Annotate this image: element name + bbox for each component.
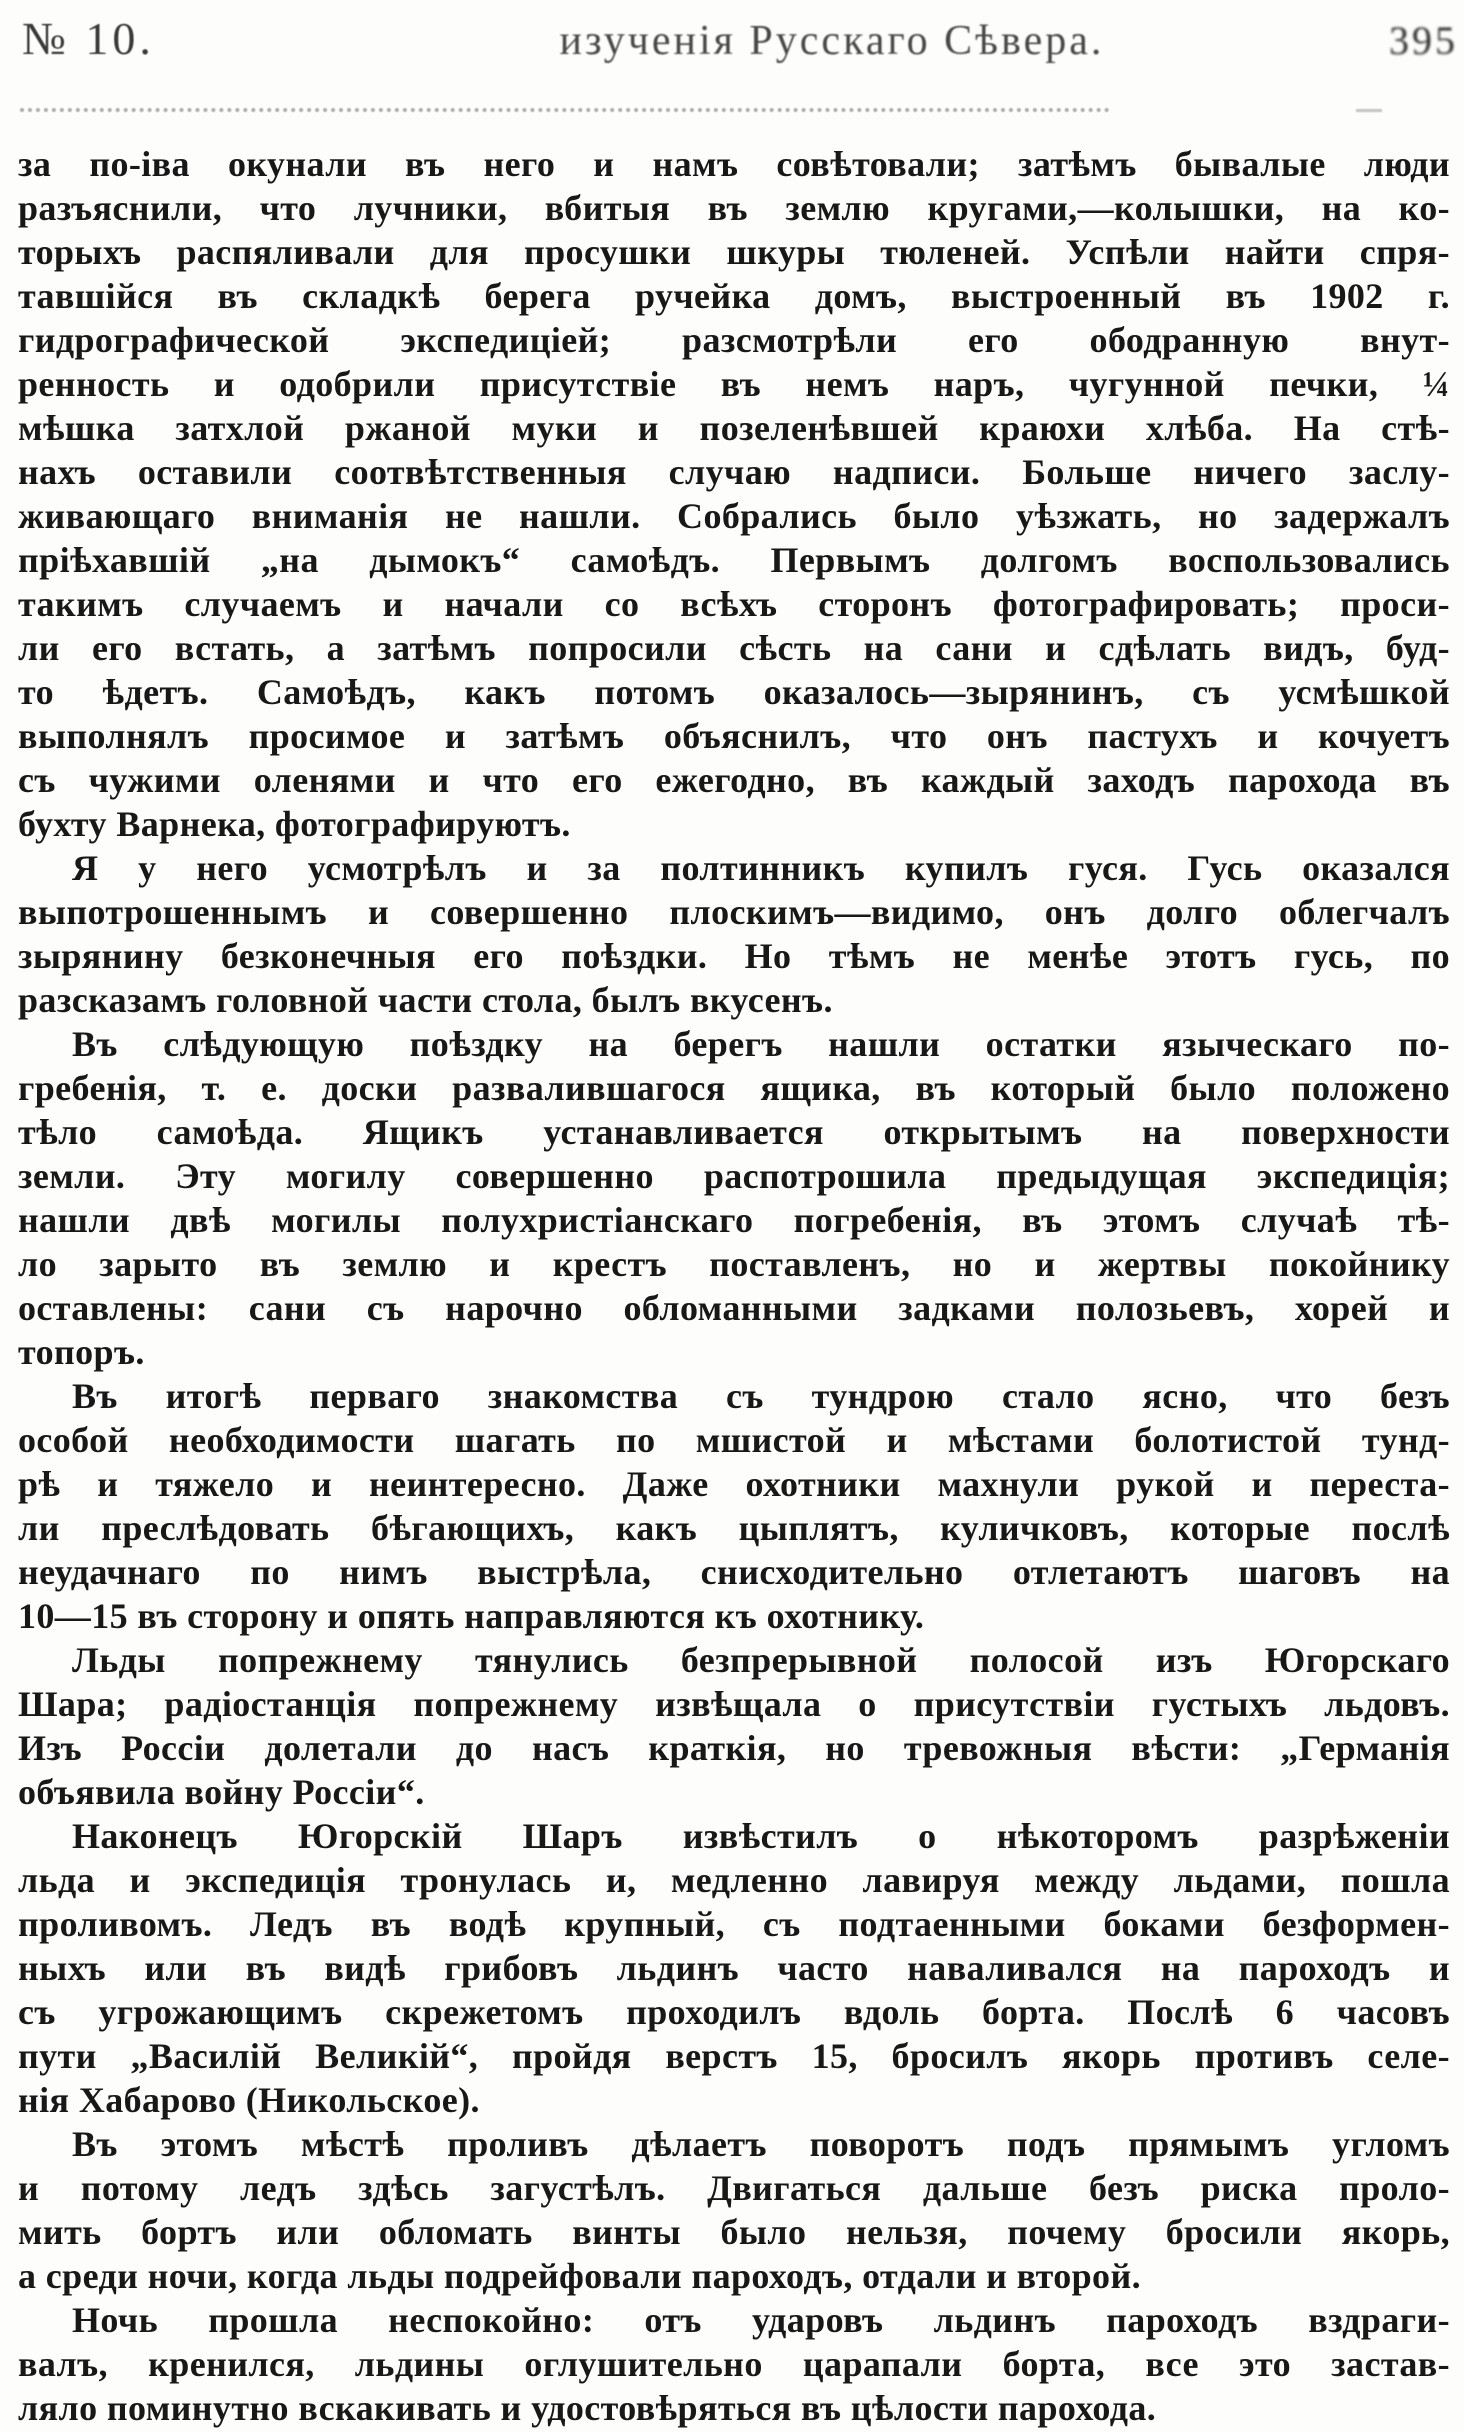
running-title: изученія Русскаго Сѣвера.: [559, 18, 1105, 64]
text-line: объявила войну Россіи“.: [18, 1772, 425, 1812]
text-line: зырянину безконечныя его поѣздки. Но тѣмъ не менѣе этотъ гусь, по: [18, 936, 1450, 976]
text-line: гребенія, т. е. доски развалившагося ящика, въ который было положено: [18, 1068, 1450, 1108]
text-line: ло зарыто въ землю и крестъ поставленъ, но и жертвы покойнику: [18, 1244, 1450, 1284]
text-line: ли преслѣдовать бѣгающихъ, какъ цыплятъ, куличковъ, которые послѣ: [18, 1508, 1450, 1548]
paragraph: [18, 2298, 1450, 2430]
text-line: проливомъ. Ледъ въ водѣ крупный, съ подтаенными боками безформен-: [18, 1904, 1450, 1944]
text-line: Изъ Россіи долетали до насъ краткія, но тревожныя вѣсти: „Германія: [18, 1728, 1450, 1768]
text-line: тѣло самоѣда. Ящикъ устанавливается открытымъ на поверхности: [18, 1112, 1450, 1152]
text-line: выпотрошеннымъ и совершенно плоскимъ—видимо, онъ долго облегчалъ: [18, 892, 1450, 932]
paragraph: [18, 1638, 1450, 1814]
text-line: бухту Варнека, фотографируютъ.: [18, 804, 571, 844]
text-line: Въ этомъ мѣстѣ проливъ дѣлаетъ поворотъ подъ прямымъ угломъ: [72, 2124, 1450, 2164]
text-line: топоръ.: [18, 1332, 145, 1372]
text-line: съ угрожающимъ скрежетомъ проходилъ вдоль борта. Послѣ 6 часовъ: [18, 1992, 1450, 2032]
text-line: живающаго вниманія не нашли. Собрались было уѣзжать, но задержалъ: [18, 496, 1450, 536]
text-line: пути „Василій Великій“, пройдя верстъ 15, бросилъ якорь противъ селе-: [18, 2036, 1450, 2076]
paragraph: [18, 142, 1450, 846]
text-line: особой необходимости шагать по мшистой и мѣстами болотистой тунд-: [18, 1420, 1450, 1460]
body-text: [18, 142, 1450, 2430]
text-line: мѣшка затхлой ржаной муки и позеленѣвшей краюхи хлѣба. На стѣ-: [18, 408, 1450, 448]
text-line: Въ слѣдующую поѣздку на берегъ нашли остатки языческаго по-: [72, 1024, 1450, 1064]
text-line: Я у него усмотрѣлъ и за полтинникъ купилъ гуся. Гусь оказался: [72, 848, 1450, 888]
text-line: нія Хабарово (Никольское).: [18, 2080, 480, 2120]
text-line: гидрографической экспедиціей; разсмотрѣли его ободранную внут-: [18, 320, 1450, 360]
text-line: нахъ оставили соотвѣтственныя случаю надписи. Больше ничего заслу-: [18, 452, 1450, 492]
text-line: мить бортъ или обломать винты было нельзя, почему бросили якорь,: [18, 2212, 1450, 2252]
text-line: ныхъ или въ видѣ грибовъ льдинъ часто наваливался на пароходъ и: [18, 1948, 1450, 1988]
text-line: и потому ледъ здѣсь загустѣлъ. Двигаться дальше безъ риска проло-: [18, 2168, 1450, 2208]
text-line: Шара; радіостанція попрежнему извѣщала о присутствіи густыхъ льдовъ.: [18, 1684, 1450, 1724]
issue-number: № 10.: [22, 13, 155, 64]
text-line: неудачнаго по нимъ выстрѣла, снисходительно отлетаютъ шаговъ на: [18, 1552, 1450, 1592]
text-line: то ѣдетъ. Самоѣдъ, какъ потомъ оказалось—зырянинъ, съ усмѣшкой: [18, 672, 1450, 712]
header-rule: [20, 106, 1444, 114]
text-line: пріѣхавшій „на дымокъ“ самоѣдъ. Первымъ долгомъ воспользовались: [18, 540, 1450, 580]
text-line: Льды попрежнему тянулись безпрерывной полосой изъ Югорскаго: [72, 1640, 1450, 1680]
text-line: 10—15 въ сторону и опять направляются къ охотнику.: [18, 1596, 925, 1636]
text-line: торыхъ распяливали для просушки шкуры тюленей. Успѣли найти спря-: [18, 232, 1450, 272]
text-line: нашли двѣ могилы полухристіанскаго погребенія, въ этомъ случаѣ тѣ-: [18, 1200, 1450, 1240]
text-line: ренность и одобрили присутствіе въ немъ наръ, чугунной печки, ¼: [18, 364, 1450, 404]
text-line: тавшійся въ складкѣ берега ручейка домъ, выстроенный въ 1902 г.: [18, 276, 1450, 316]
text-line: льда и экспедиція тронулась и, медленно лавируя между льдами, пошла: [18, 1860, 1450, 1900]
text-line: такимъ случаемъ и начали со всѣхъ сторонъ фотографировать; проси-: [18, 584, 1450, 624]
text-line: разъяснили, что лучники, вбитыя въ землю кругами,—колышки, на ко-: [18, 188, 1450, 228]
text-line: земли. Эту могилу совершенно распотрошила предыдущая экспедиція;: [18, 1156, 1450, 1196]
header-rule-segment: [20, 108, 1110, 112]
text-line: съ чужими оленями и что его ежегодно, въ каждый заходъ парохода въ: [18, 760, 1450, 800]
text-line: за по-іва окунали въ него и намъ совѣтовали; затѣмъ бывалые люди: [18, 144, 1450, 184]
text-line: разсказамъ головной части стола, былъ вкусенъ.: [18, 980, 833, 1020]
paragraph: [18, 1374, 1450, 1638]
paragraph: [18, 2122, 1450, 2298]
text-line: оставлены: сани съ нарочно обломанными задками полозьевъ, хорей и: [18, 1288, 1450, 1328]
paragraph: [18, 1814, 1450, 2122]
header-rule-fragment: [1356, 109, 1382, 112]
text-line: а среди ночи, когда льды подрейфовали пароходъ, отдали и второй.: [18, 2256, 1141, 2296]
text-line: Ночь прошла неспокойно: отъ ударовъ льдинъ пароходъ вздраги-: [72, 2300, 1450, 2340]
text-line: ляло поминутно вскакивать и удостовѣряться въ цѣлости парохода.: [18, 2388, 1157, 2428]
page-number: 395: [1388, 18, 1458, 63]
text-line: Наконецъ Югорскій Шаръ извѣстилъ о нѣкоторомъ разрѣженіи: [72, 1816, 1450, 1856]
paragraph: [18, 1022, 1450, 1374]
text-line: Въ итогѣ перваго знакомства съ тундрою стало ясно, что безъ: [72, 1376, 1450, 1416]
text-line: валъ, кренился, льдины оглушительно царапали борта, все это застав-: [18, 2344, 1450, 2384]
paragraph: [18, 846, 1450, 1022]
running-header: [0, 0, 1464, 64]
text-line: рѣ и тяжело и неинтересно. Даже охотники махнули рукой и переста-: [18, 1464, 1450, 1504]
text-line: выполнялъ просимое и затѣмъ объяснилъ, что онъ пастухъ и кочуетъ: [18, 716, 1450, 756]
text-line: ли его встать, а затѣмъ попросили сѣсть на сани и сдѣлать видъ, буд-: [18, 628, 1450, 668]
